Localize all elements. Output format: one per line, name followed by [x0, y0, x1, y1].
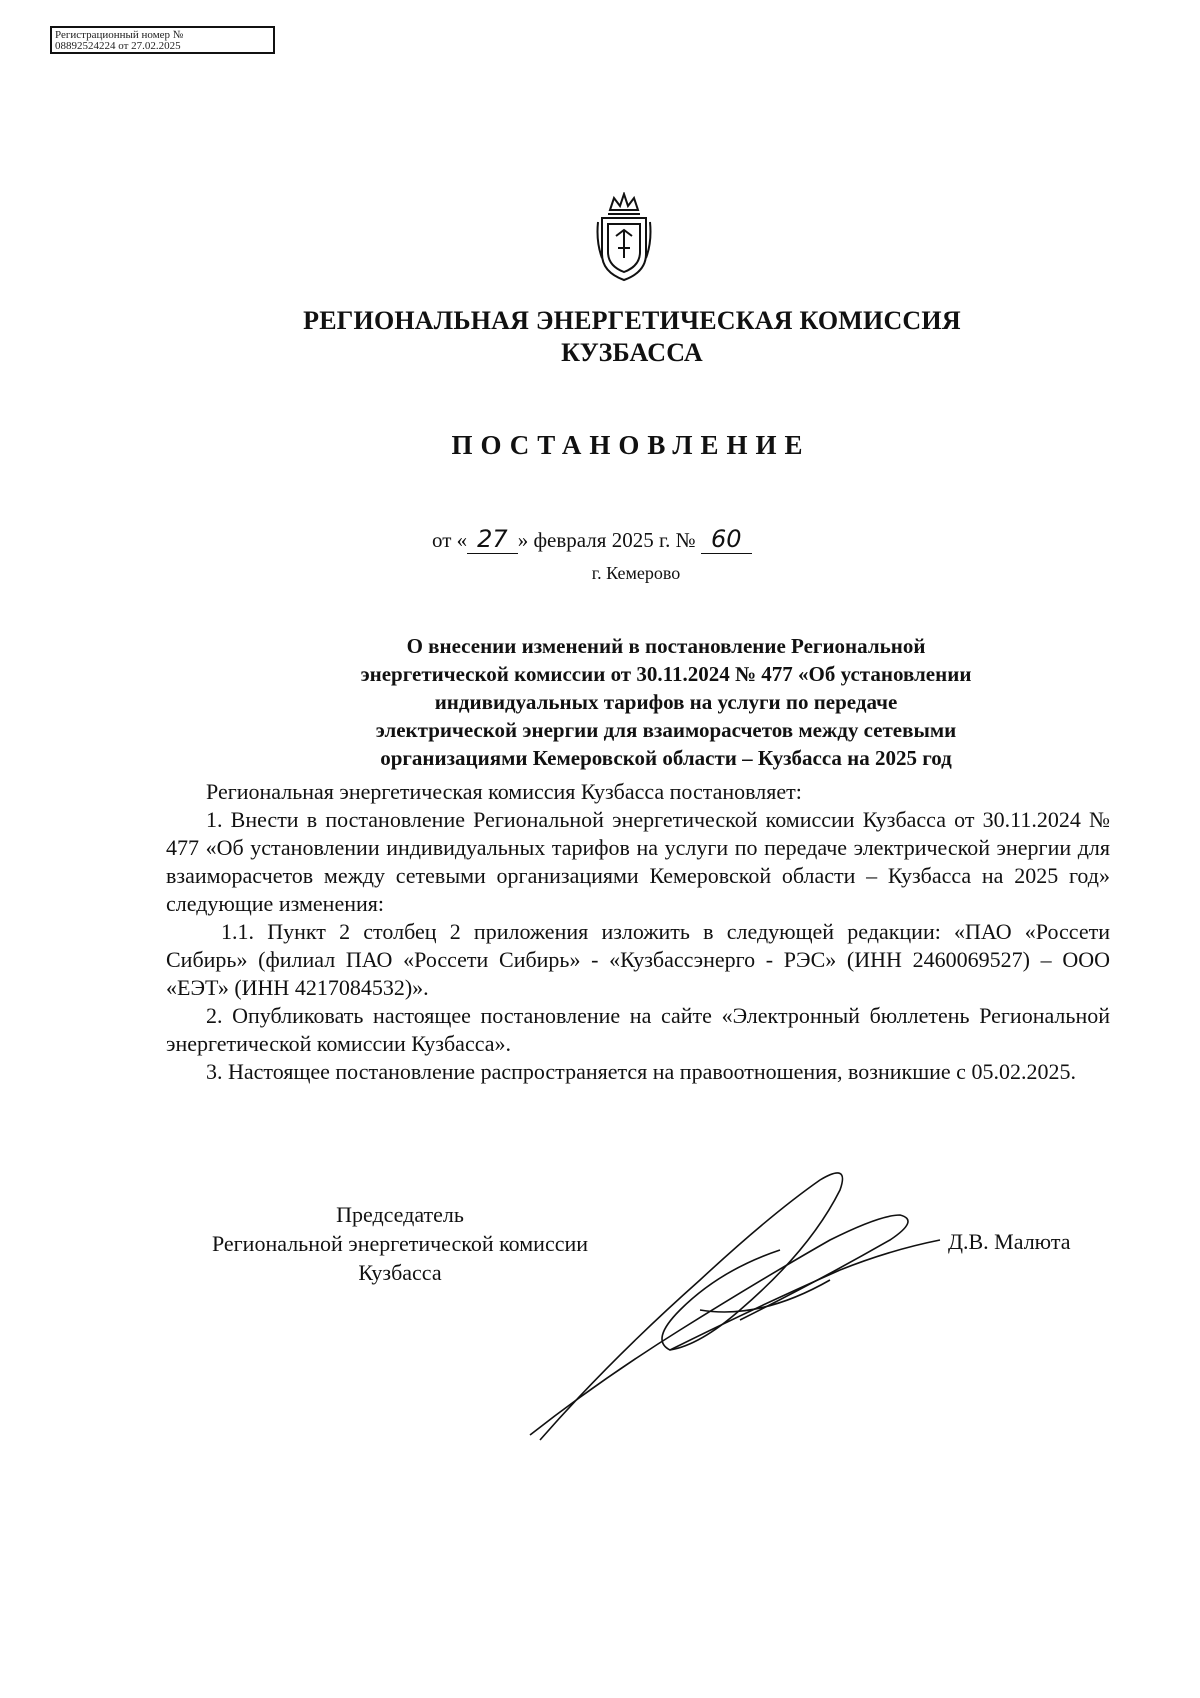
subject-line-4: электрической энергии для взаиморасчетов между сетевыми — [375, 718, 957, 742]
registration-stamp-number: 08892524224 от 27.02.2025 — [55, 40, 181, 52]
signatory-title-line-1: Председатель — [336, 1202, 464, 1227]
date-line — [432, 525, 752, 554]
item-2: 2. Опубликовать настоящее постановление на сайте «Электронный бюллетень Региональной энергетической комиссии Кузбасса». — [166, 1003, 1110, 1056]
document-type: ПОСТАНОВЛЕНИЕ — [451, 430, 811, 460]
city: г. Кемерово — [591, 563, 681, 583]
subject-line-1: О внесении изменений в постановление Региональной — [406, 634, 926, 658]
item-1: 1. Внести в постановление Региональной энергетической комиссии Кузбасса от 30.11.2024 № 477 «Об установлении индивидуальных тарифов на услуги по передаче электрической энергии для взаиморасчетов между сетевыми организациями Кемеровской области – Кузбасса на 2025 год» следующие изменения: — [166, 807, 1110, 916]
item-1-1: 1.1. Пункт 2 столбец 2 приложения изложить в следующей редакции: «ПАО «Россети Сибирь» (филиал ПАО «Россети Сибирь» - «Кузбассэнерго - РЭС» (ИНН 2460069527) – ООО «ЕЭТ» (ИНН 4217084532)». — [166, 919, 1110, 1000]
signatory-name: Д.В. Малюта — [948, 1229, 1071, 1254]
coat-of-arms-icon — [594, 192, 654, 282]
subject-heading — [236, 632, 1096, 772]
subject-line-5: организациями Кемеровской области – Кузбасса на 2025 год — [380, 746, 952, 770]
handwritten-signature — [520, 1160, 950, 1450]
organization-line-1: РЕГИОНАЛЬНАЯ ЭНЕРГЕТИЧЕСКАЯ КОМИССИЯ — [303, 306, 961, 335]
item-3: 3. Настоящее постановление распространяется на правоотношения, возникшие с 05.02.2025. — [206, 1059, 1076, 1084]
body-text — [166, 778, 1110, 1086]
date-prefix: от « — [432, 528, 468, 552]
date-middle: » февраля 2025 г. № — [517, 528, 696, 552]
registration-stamp-label: Регистрационный номер № — [55, 29, 184, 41]
registration-stamp — [50, 26, 275, 54]
subject-line-3: индивидуальных тарифов на услуги по передаче — [434, 690, 898, 714]
organization-line-2: КУЗБАССА — [561, 338, 703, 367]
date-day: 27 — [467, 525, 518, 554]
signatory-title-line-2: Региональной энергетической комиссии — [211, 1231, 589, 1256]
preamble: Региональная энергетическая комиссия Кузбасса постановляет: — [206, 779, 802, 804]
organization-title — [0, 305, 1200, 369]
subject-line-2: энергетической комиссии от 30.11.2024 № 477 «Об установлении — [360, 662, 972, 686]
signatory-title-line-3: Кузбасса — [358, 1260, 442, 1285]
document-number: 60 — [701, 525, 752, 554]
